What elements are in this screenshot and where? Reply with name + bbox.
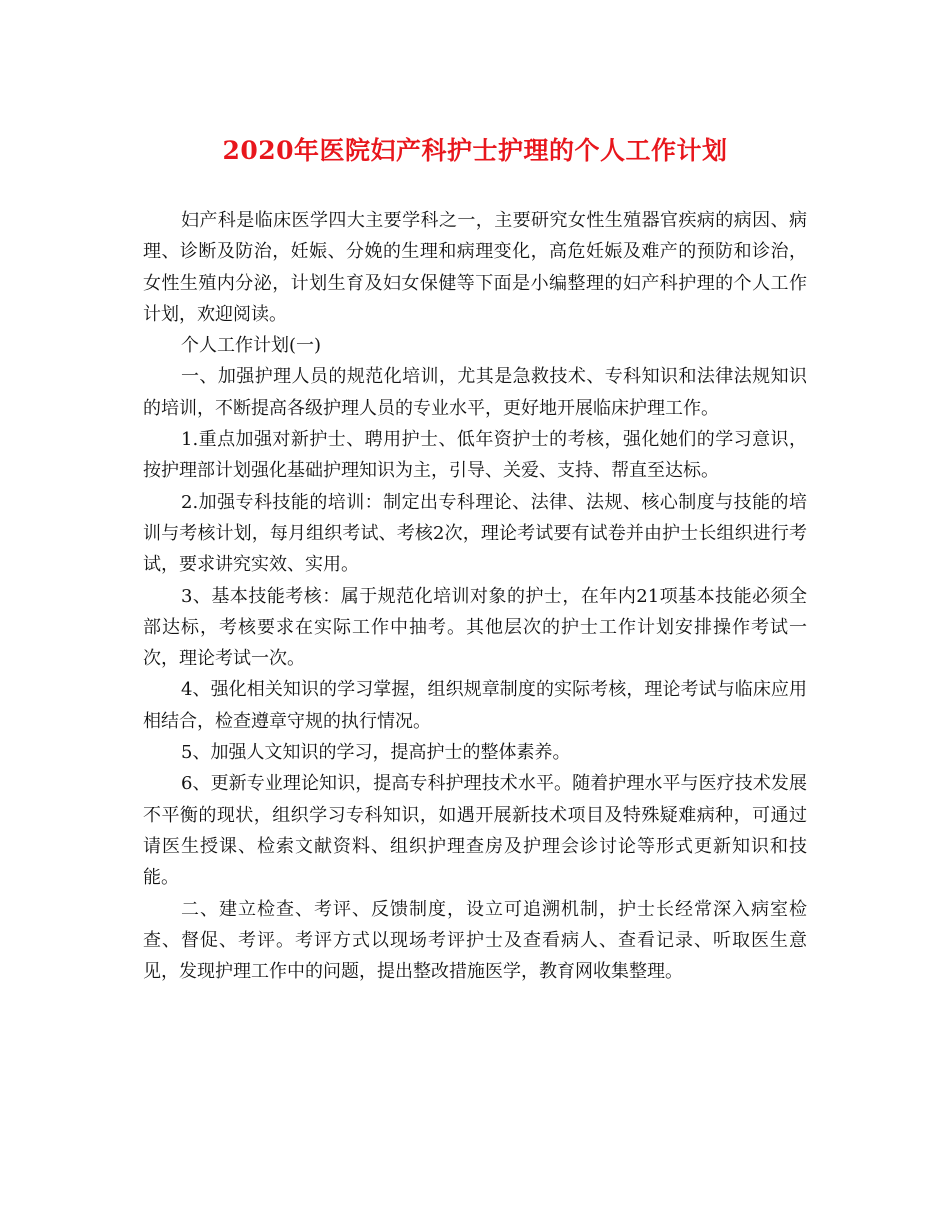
paragraph: 6、更新专业理论知识，提高专科护理技术水平。随着护理水平与医疗技术发展不平衡的现状，组织学习专科知识，如遇开展新技术项目及特殊疑难病种，可通过请医生授课、检索文献资料、组织护理查房及护理会诊讨论等形式更新知识和技能。: [143, 773, 807, 889]
paragraph: 4、强化相关知识的学习掌握，组织规章制度的实际考核，理论考试与临床应用相结合，检查遵章守规的执行情况。: [143, 679, 807, 732]
document-title: 2020年医院妇产科护士护理的个人工作计划: [222, 136, 728, 165]
paragraph: 5、加强人文知识的学习，提高护士的整体素养。: [181, 742, 571, 764]
document-body: [143, 205, 807, 987]
paragraph: 一、加强护理人员的规范化培训，尤其是急救技术、专科知识和法律法规知识的培训，不断提高各级护理人员的专业水平，更好地开展临床护理工作。: [143, 366, 807, 419]
paragraph: 3、基本技能考核：属于规范化培训对象的护士，在年内21项基本技能必须全部达标，考核要求在实际工作中抽考。其他层次的护士工作计划安排操作考试一次，理论考试一次。: [143, 585, 807, 670]
paragraph: 1.重点加强对新护士、聘用护士、低年资护士的考核，强化她们的学习意识，按护理部计划强化基础护理知识为主，引导、关爱、支持、帮直至达标。: [143, 429, 807, 482]
section-heading: 个人工作计划(一): [181, 335, 322, 357]
paragraph: 2.加强专科技能的培训：制定出专科理论、法律、法规、核心制度与技能的培训与考核计划，每月组织考试、考核2次，理论考试要有试卷并由护士长组织进行考试，要求讲究实效、实用。: [143, 491, 807, 576]
intro-paragraph: 妇产科是临床医学四大主要学科之一，主要研究女性生殖器官疾病的病因、病理、诊断及防治，妊娠、分娩的生理和病理变化，高危妊娠及难产的预防和诊治，女性生殖内分泌，计划生育及妇女保健等下面是小编整理的妇产科护理的个人工作计划，欢迎阅读。: [143, 210, 807, 325]
paragraph: 二、建立检查、考评、反馈制度，设立可追溯机制，护士长经常深入病室检查、督促、考评。考评方式以现场考评护士及查看病人、查看记录、听取医生意见，发现护理工作中的问题，提出整改措施医学，教育网收集整理。: [143, 898, 807, 983]
